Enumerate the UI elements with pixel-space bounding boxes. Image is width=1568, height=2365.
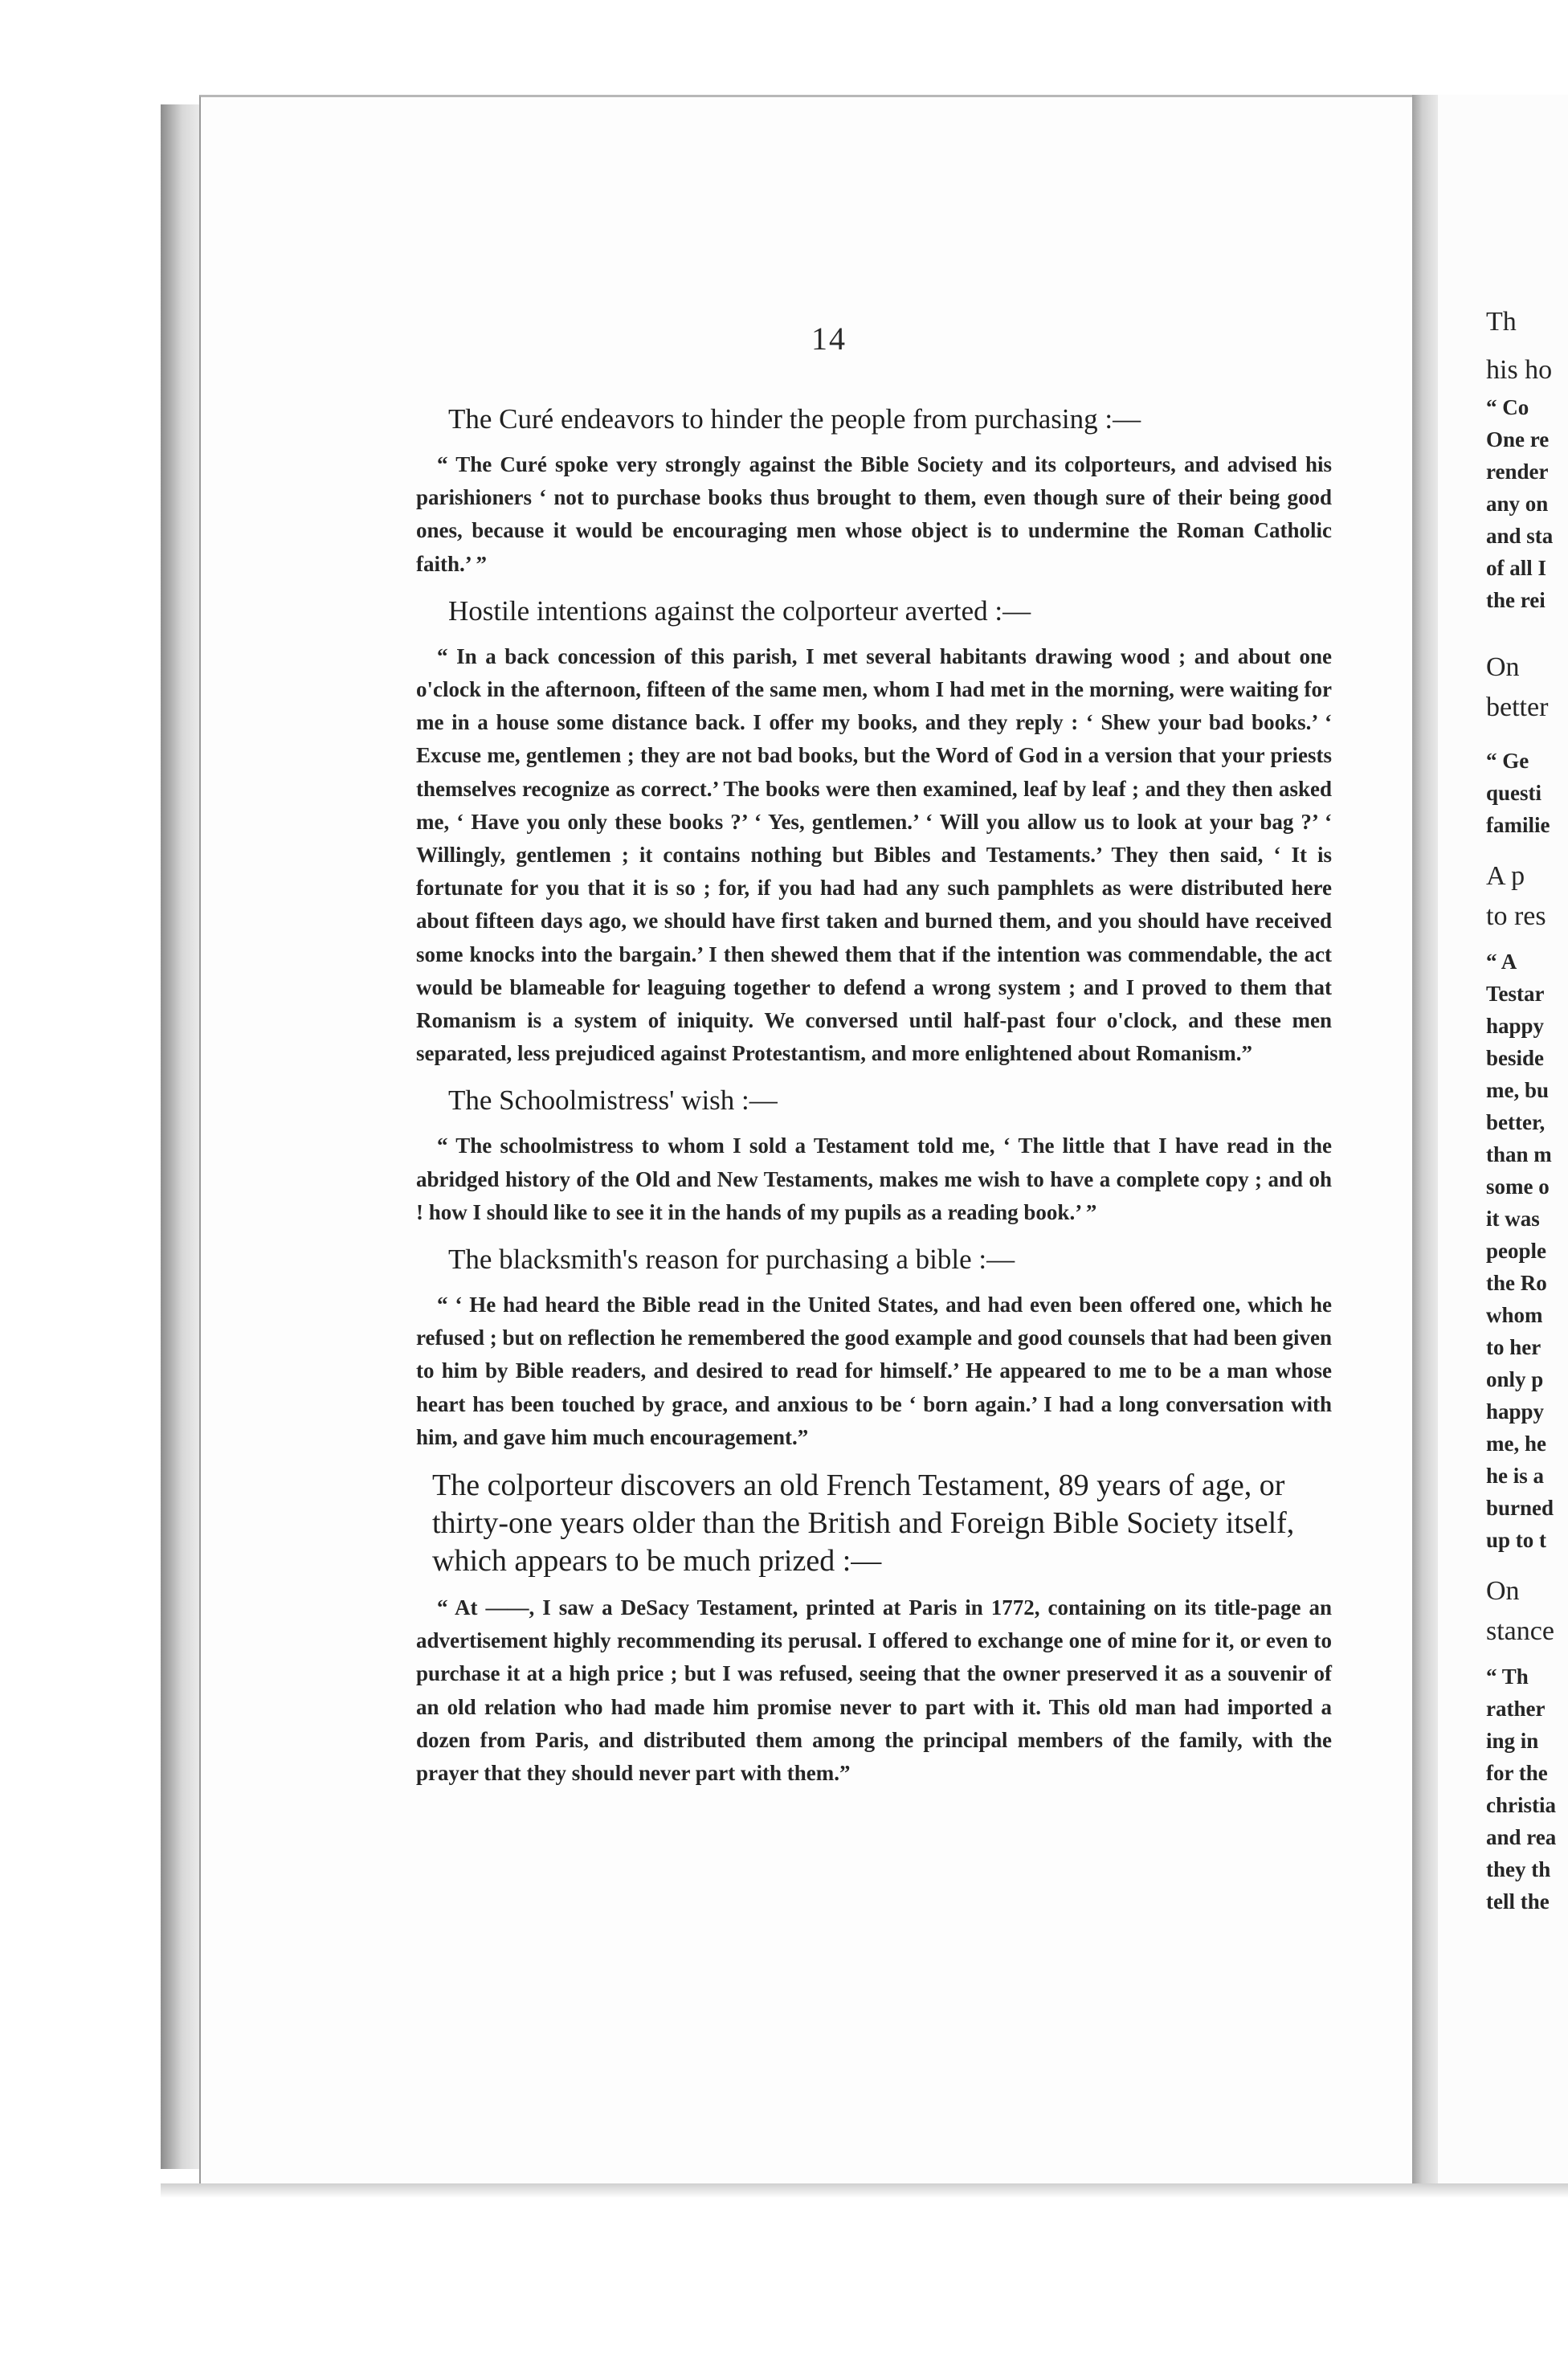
- facing-page-text-fragment: some o: [1486, 1174, 1550, 1199]
- facing-page-text-fragment: his ho: [1486, 355, 1553, 385]
- facing-page-text-fragment: people: [1486, 1239, 1547, 1263]
- section-quote: “ ‘ He had heard the Bible read in the United States, and had even been offered one, which he refused ; but on reflection he remembered the good example and good counsels that had been given to him by Bible readers, and desired to read for himself.’ He appeared to me to be a man whose heart has been touched by grace, and anxious to be ‘ born again.’ I had a long conversation with him, and gave him much encouragement.”: [416, 1293, 1332, 1449]
- facing-page-text-fragment: familie: [1486, 813, 1550, 837]
- facing-page-text-fragment: better: [1486, 692, 1549, 722]
- facing-page-text-fragment: happy: [1486, 1399, 1545, 1423]
- facing-page-text-fragment: “ A: [1486, 950, 1517, 974]
- facing-page-text-fragment: for the: [1486, 1761, 1548, 1785]
- facing-page-text-fragment: render: [1486, 460, 1549, 484]
- facing-page-text-fragment: up to t: [1486, 1528, 1547, 1552]
- book-gutter: [1412, 95, 1438, 2183]
- section-quote: “ In a back concession of this parish, I met several habitants drawing wood ; and about one o'clock in the afternoon, fifteen of the same men, whom I had met in the morning, were waiting for me in a house some distance back. I offer my books, and they reply : ‘ Shew your bad books.’ ‘ Excuse me, gentlemen ; they are not bad books, but the Word of God in a version that your priests themselves recognize as correct.’ The books were then examined, leaf by leaf ; and they then asked me, ‘ Have you only these books ?’ ‘ Yes, gentlemen.’ ‘ Will you allow us to look at your bag ?’ ‘ Willingly, gentlemen ; it contains nothing but Bibles and Testaments.’ They then said, ‘ It is fortunate for you that it is so ; for, if you had had any such pamphlets as were distributed here about fifteen days ago, we should have first taken and burned them, and you should have received some knocks into the bargain.’ I then shewed them that if the intention was commendable, the act would be blameable for leaguing together to defend a wrong system ; and I proved to them that Romanism is a system of iniquity. We conversed until half-past four o'clock, and these men separated, less prejudiced against Protestantism, and more enlightened about Romanism.”: [416, 643, 1332, 1066]
- facing-page-text-fragment: Testar: [1486, 982, 1545, 1006]
- section-heading: The Curé endeavors to hinder the people from purchasing :—: [448, 403, 1141, 435]
- facing-page-text-fragment: On: [1486, 652, 1520, 682]
- facing-page-text-fragment: me, he: [1486, 1432, 1546, 1456]
- facing-page-fragment: [1438, 95, 1568, 2183]
- facing-page-text-fragment: “ Th: [1486, 1664, 1529, 1689]
- facing-page-text-fragment: ing in: [1486, 1729, 1539, 1753]
- facing-page-text-fragment: A p: [1486, 861, 1525, 891]
- facing-page-text-fragment: only p: [1486, 1367, 1544, 1391]
- section-quote: “ The Curé spoke very strongly against the Bible Society and its colporteurs, and advised his parishioners ‘ not to purchase books thus brought to them, even though sure of their being good ones, because it would be encouraging men whose object is to undermine the Roman Catholic faith.’ ”: [416, 452, 1332, 576]
- section-heading: The blacksmith's reason for purchasing a bible :—: [448, 1244, 1015, 1276]
- facing-page-text-fragment: happy: [1486, 1014, 1545, 1038]
- facing-page-text-fragment: of all I: [1486, 556, 1547, 580]
- facing-page-text-fragment: they th: [1486, 1857, 1551, 1881]
- facing-page-text-fragment: than m: [1486, 1142, 1552, 1166]
- facing-page-text-fragment: the Ro: [1486, 1271, 1547, 1295]
- facing-page-text-fragment: and sta: [1486, 524, 1554, 548]
- section-heading: Hostile intentions against the colporteur averted :—: [448, 594, 1031, 627]
- section-quote: “ At ——, I saw a DeSacy Testament, printed at Paris in 1772, containing on its title-page an advertisement highly recommending its perusal. I offered to exchange one of mine for it, or even to purchase it at a high price ; but I was refused, seeing that the owner preserved it as a souvenir of an old relation who had made him promise never to part with it. This old man had imported a dozen from Paris, and distributed them among the principal members of the family, with the prayer that they should never part with them.”: [416, 1595, 1332, 1786]
- scan-bottom-edge: [161, 2183, 1568, 2198]
- facing-page-text-fragment: the rei: [1486, 588, 1546, 612]
- section-heading: The Schoolmistress' wish :—: [448, 1084, 778, 1117]
- facing-page-text-fragment: me, bu: [1486, 1078, 1550, 1102]
- facing-page-text-fragment: christia: [1486, 1793, 1556, 1817]
- facing-page-text-fragment: and rea: [1486, 1825, 1557, 1849]
- facing-page-text-fragment: it was: [1486, 1207, 1540, 1231]
- section-quote: “ The schoolmistress to whom I sold a Testament told me, ‘ The little that I have read in the abridged history of the Old and New Testaments, makes me wish to have a complete copy ; and oh ! how I should like to see it in the hands of my pupils as a reading book.’ ”: [416, 1133, 1332, 1224]
- facing-page-text-fragment: tell the: [1486, 1889, 1550, 1914]
- facing-page-text-fragment: any on: [1486, 492, 1549, 516]
- facing-page-text-fragment: rather: [1486, 1697, 1546, 1721]
- facing-page-text-fragment: On: [1486, 1576, 1520, 1606]
- facing-page-text-fragment: better,: [1486, 1110, 1546, 1134]
- facing-page-text-fragment: questi: [1486, 781, 1542, 805]
- facing-page-text-fragment: “ Co: [1486, 395, 1529, 419]
- facing-page-text-fragment: stance: [1486, 1616, 1554, 1646]
- facing-page-text-fragment: burned: [1486, 1496, 1554, 1520]
- page-content: [416, 402, 1332, 1803]
- facing-page-text-fragment: he is a: [1486, 1464, 1545, 1488]
- facing-page-text-fragment: One re: [1486, 427, 1550, 451]
- facing-page-text-fragment: “ Ge: [1486, 749, 1529, 773]
- facing-page-text-fragment: to her: [1486, 1335, 1541, 1359]
- facing-page-text-fragment: beside: [1486, 1046, 1545, 1070]
- section-heading: The colporteur discovers an old French Testament, 89 years of age, or thirty-one years older than the British and Foreign Bible Society itself, which appears to be much prized :—: [432, 1468, 1295, 1579]
- facing-page-text-fragment: whom: [1486, 1303, 1543, 1327]
- facing-page-text-fragment: to res: [1486, 901, 1546, 931]
- page-number: 14: [811, 321, 847, 357]
- facing-page-text-fragment: Th: [1486, 307, 1517, 337]
